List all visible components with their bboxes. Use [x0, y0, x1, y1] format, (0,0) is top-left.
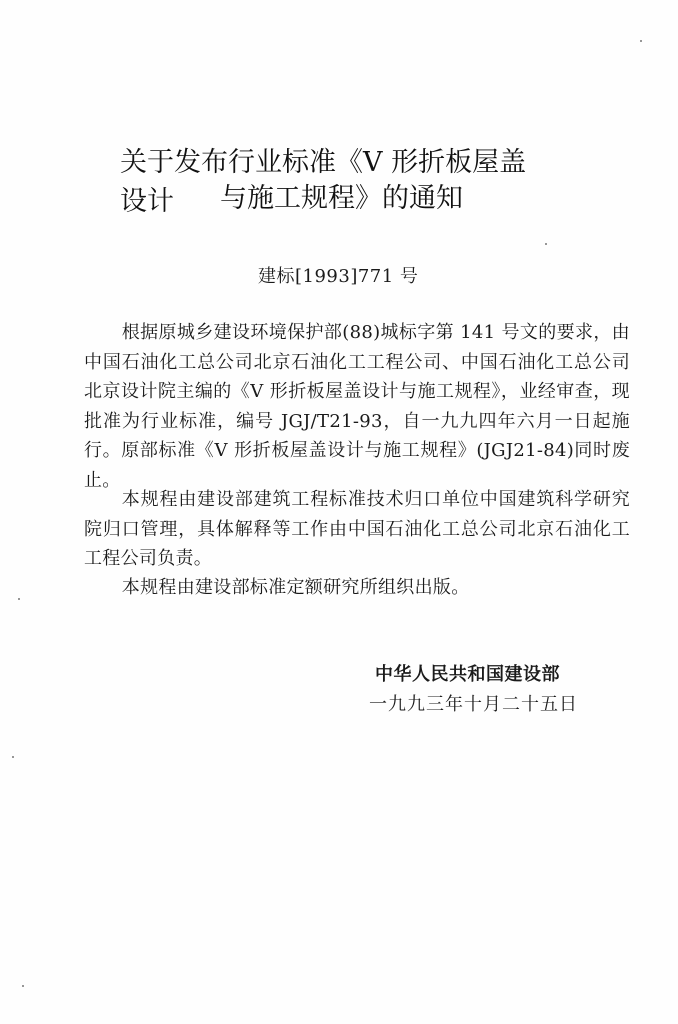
paragraph-text: 本规程由建设部建筑工程标准技术归口单位中国建筑科学研究院归口管理，具体解释等工作由中国石油化工总公司北京石油化工工程公司负责。 [84, 489, 630, 569]
document-title-line-1: 关于发布行业标准《V 形折板屋盖设计 [120, 147, 527, 217]
issue-date: 一九九三年十月二十五日 [369, 694, 578, 715]
paragraph-text: 本规程由建设部标准定额研究所组织出版。 [121, 577, 470, 598]
issuing-authority: 中华人民共和国建设部 [375, 664, 560, 685]
paragraph-text: 根据原城乡建设环境保护部(88)城标字第 141 号文的要求，由中国石油化工总公司北京石油化工工程公司、中国石油化工总公司北京设计院主编的《V 形折板屋盖设计与施工规程》，业经审查，现批准为行业标准，编号 JGJ/T21-93，自一九九四年六月一日起施行。原部标准《V 形折板屋盖设计与施工规程》(JGJ21-84)同时废止。 [84, 322, 630, 491]
signature-block [369, 660, 578, 720]
paragraph-publication [84, 573, 630, 603]
document-number: 建标[1993]771 号 [258, 266, 419, 287]
scan-speck [22, 985, 24, 987]
paragraph-approval [84, 318, 630, 495]
document-title-line-2: 与施工规程》的通知 [220, 183, 463, 214]
paragraph-management [84, 485, 630, 574]
scan-speck [640, 40, 642, 42]
scan-speck [12, 756, 14, 758]
scan-speck [18, 598, 20, 600]
scan-speck [545, 243, 547, 245]
